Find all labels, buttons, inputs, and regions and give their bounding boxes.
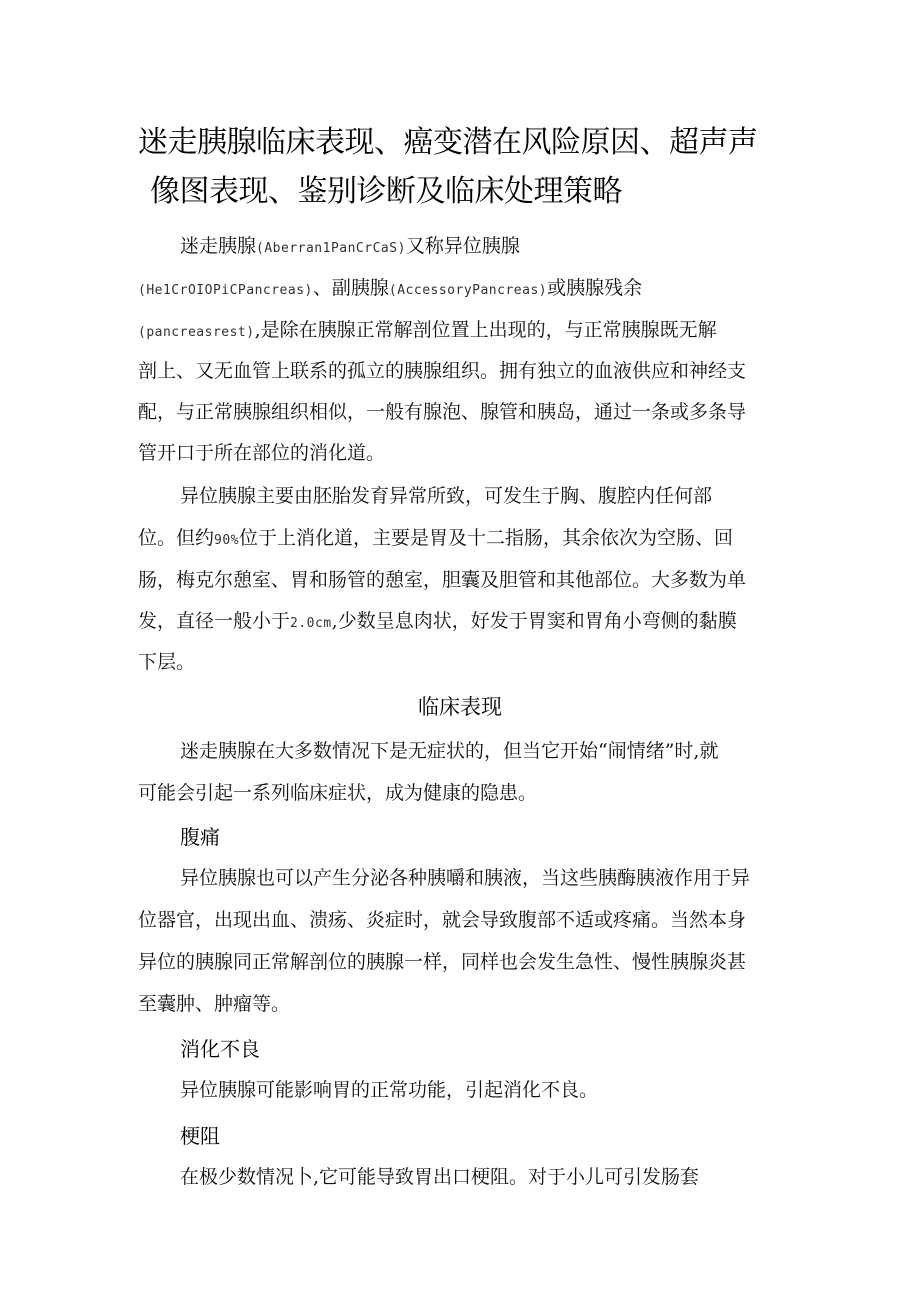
- intro-text: ,是除在胰腺正常解剖位置上出现的，与正常胰腺既无解: [254, 319, 717, 341]
- para2-text: 发，直径一般小于: [138, 610, 291, 632]
- subheading-abdominal-pain: 腹痛: [180, 825, 220, 849]
- intro-term-rest: (pancreasrest): [138, 325, 255, 340]
- intro-text: 或胰腺残余: [547, 277, 643, 299]
- pain-line-1: 异位胰腺也可以产生分泌各种胰嚼和胰液，当这些胰酶胰液作用于异: [180, 867, 751, 889]
- para2-diameter: 2.0cm: [290, 616, 332, 631]
- pain-line-4: 至囊肿、肿瘤等。: [138, 993, 291, 1015]
- intro-line-4: 剖上、又无血管上联系的孤立的胰腺组织。拥有独立的血液供应和神经支: [138, 360, 747, 382]
- intro-text: 又称异位胰腺: [405, 235, 520, 257]
- intro-line-5: 配，与正常胰腺组织相似，一般有腺泡、腺管和胰岛，通过一条或多条导: [138, 401, 747, 423]
- pain-line-3: 异位的胰腺同正常解剖位的胰腺一样，同样也会发生急性、慢性胰腺炎甚: [138, 951, 747, 973]
- intro-line-1: [180, 232, 520, 263]
- intro-text: 迷走胰腺: [180, 235, 257, 257]
- pain-line-2: 位器官，出现出血、溃疡、炎症时，就会导致腹部不适或疼痛。当然本身: [138, 909, 747, 931]
- subheading-obstruction: 梗阻: [180, 1124, 220, 1148]
- section-heading-clinical: 临床表现: [418, 695, 502, 719]
- clinical-line-2: 可能会引起一系列临床症状，成为健康的隐患。: [138, 782, 538, 804]
- intro-line-6: 管开口于所在部位的消化道。: [138, 442, 386, 464]
- intro-line-2: [138, 274, 642, 305]
- intro-term-heterotopic: (He1CrOIOPiCPancreas): [138, 283, 313, 298]
- para2-text: ,少数呈息肉状，好发于胃窦和胃角小弯侧的黏膜: [331, 610, 737, 632]
- intro-term-latin: (Aberran1PanCrCaS): [256, 241, 406, 256]
- subheading-indigestion: 消化不良: [180, 1037, 260, 1061]
- indigestion-line-1: 异位胰腺可能影响胃的正常功能，引起消化不良。: [180, 1079, 599, 1101]
- title-line-1: 迷走胰腺临床表现、癌变潜在风险原因、超声声: [138, 125, 758, 160]
- para2-line-4: [138, 607, 737, 638]
- para2-line-1: 异位胰腺主要由胚胎发育异常所致，可发生于胸、腹腔内任何部: [180, 485, 713, 507]
- intro-line-3: [138, 316, 717, 347]
- para2-percentage: 90%: [214, 533, 239, 548]
- para2-line-2: [138, 524, 733, 555]
- intro-text: 、副胰腺: [312, 277, 389, 299]
- para2-line-3: 肠，梅克尔憩室、胃和肠管的憩室，胆囊及胆管和其他部位。大多数为单: [138, 569, 747, 591]
- document-title: [138, 118, 798, 216]
- intro-term-accessory: (AccessoryPancreas): [388, 283, 548, 298]
- para2-text: 位。但约: [138, 527, 215, 549]
- title-line-2: 像图表现、鉴别诊断及临床处理策略: [150, 174, 622, 209]
- obstruction-line-1: 在极少数情况卜,它可能导致胃出口梗阻。对于小儿可引发肠套: [180, 1166, 700, 1188]
- para2-line-5: 下层。: [138, 651, 196, 673]
- clinical-line-1: 迷走胰腺在大多数情况下是无症状的，但当它开始“闹情绪”时,就: [180, 740, 719, 762]
- para2-text: 位于上消化道，主要是胃及十二指肠，其余依次为空肠、回: [239, 527, 734, 549]
